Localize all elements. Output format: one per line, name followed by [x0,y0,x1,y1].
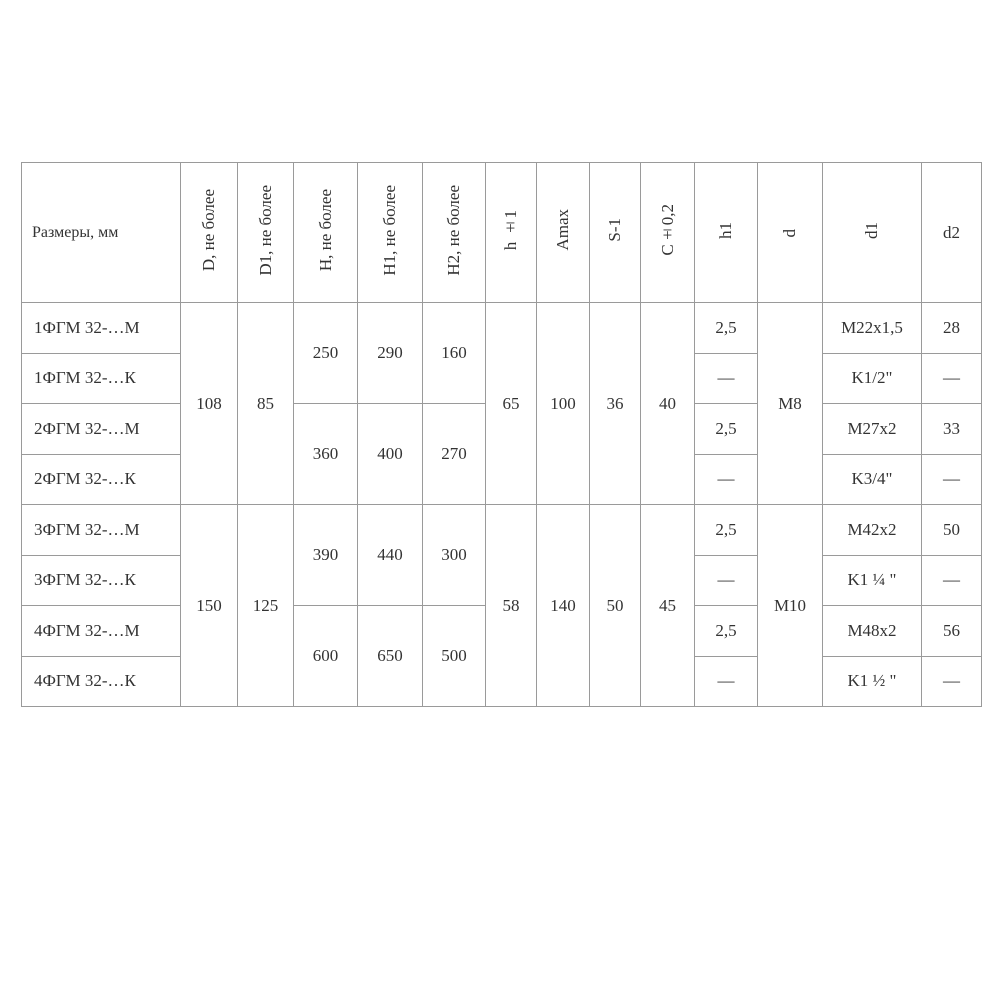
cell-h1: — [695,555,758,606]
header-h1: h1 [695,163,758,303]
header-H1: H1, не более [358,163,423,303]
cell-d2: — [922,555,982,606]
cell-D: 108 [181,303,238,505]
cell-S: 50 [590,505,641,707]
cell-h1: 2,5 [695,303,758,354]
cell-H2: 270 [423,404,486,505]
header-D1: D1, не более [238,163,294,303]
model-cell: 1ФГМ 32-…К [22,353,181,404]
cell-h1: 2,5 [695,404,758,455]
cell-C: 40 [641,303,695,505]
dimensions-table [21,162,982,707]
cell-h1: — [695,656,758,707]
cell-H: 250 [294,303,358,404]
model-cell: 4ФГМ 32-…К [22,656,181,707]
cell-d: M10 [758,505,823,707]
model-cell: 3ФГМ 32-…М [22,505,181,556]
cell-d2: 50 [922,505,982,556]
cell-h: 65 [486,303,537,505]
table-row [22,303,982,354]
cell-h1: 2,5 [695,505,758,556]
cell-Amax: 100 [537,303,590,505]
model-cell: 4ФГМ 32-…М [22,606,181,657]
cell-H: 600 [294,606,358,707]
header-S: S-1 [590,163,641,303]
cell-H1: 440 [358,505,423,606]
cell-d2: — [922,353,982,404]
cell-Amax: 140 [537,505,590,707]
header-H2: H2, не более [423,163,486,303]
cell-H1: 290 [358,303,423,404]
header-C: C±0,2 [641,163,695,303]
header-d1: d1 [823,163,922,303]
cell-S: 36 [590,303,641,505]
header-d2: d2 [922,163,982,303]
cell-H2: 500 [423,606,486,707]
header-H: H, не более [294,163,358,303]
model-cell: 2ФГМ 32-…К [22,454,181,505]
cell-H2: 300 [423,505,486,606]
cell-H: 360 [294,404,358,505]
cell-d1: M22x1,5 [823,303,922,354]
header-D: D, не более [181,163,238,303]
cell-H2: 160 [423,303,486,404]
cell-D1: 125 [238,505,294,707]
cell-d1: K3/4" [823,454,922,505]
cell-D1: 85 [238,303,294,505]
corner-label: Размеры, мм [22,163,181,303]
header-Amax: Amax [537,163,590,303]
cell-d2: — [922,656,982,707]
model-cell: 3ФГМ 32-…К [22,555,181,606]
cell-d2: 33 [922,404,982,455]
cell-H1: 650 [358,606,423,707]
header-h: h ±1 [486,163,537,303]
cell-d: M8 [758,303,823,505]
cell-d1: K1 ½ " [823,656,922,707]
cell-d2: 28 [922,303,982,354]
cell-d2: — [922,454,982,505]
cell-H1: 400 [358,404,423,505]
table-row [22,505,982,556]
header-d: d [758,163,823,303]
cell-h1: — [695,353,758,404]
cell-h1: — [695,454,758,505]
model-cell: 1ФГМ 32-…М [22,303,181,354]
cell-C: 45 [641,505,695,707]
cell-d2: 56 [922,606,982,657]
cell-d1: M27x2 [823,404,922,455]
cell-H: 390 [294,505,358,606]
cell-d1: M48x2 [823,606,922,657]
cell-h: 58 [486,505,537,707]
model-cell: 2ФГМ 32-…М [22,404,181,455]
cell-d1: K1/2" [823,353,922,404]
cell-d1: K1 ¼ " [823,555,922,606]
cell-d1: M42x2 [823,505,922,556]
header-row [22,163,982,303]
cell-h1: 2,5 [695,606,758,657]
cell-D: 150 [181,505,238,707]
